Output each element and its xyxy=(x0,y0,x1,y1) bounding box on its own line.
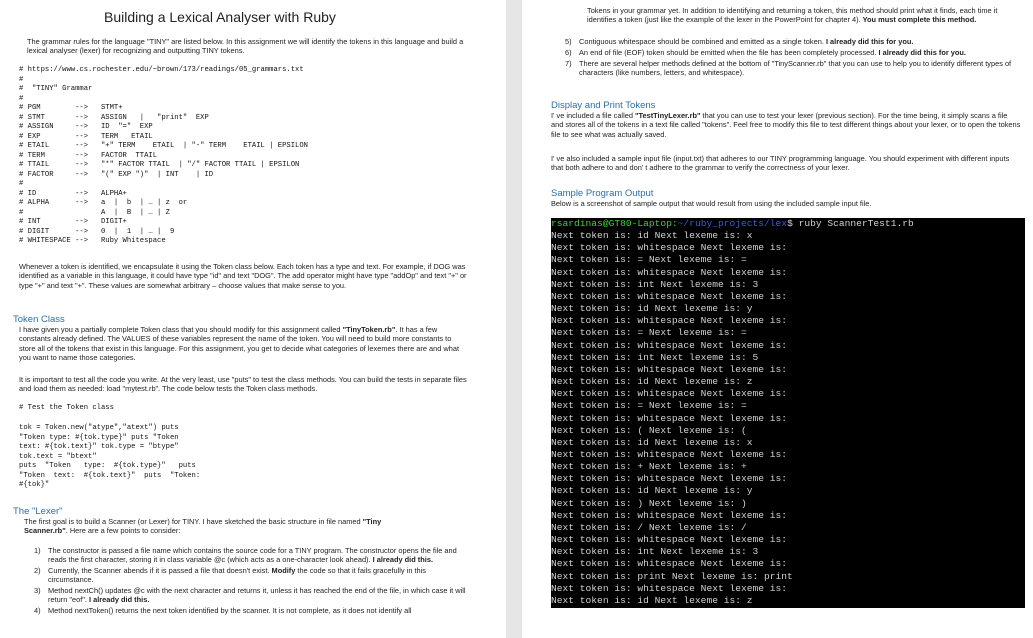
step-number: 4) xyxy=(34,606,41,615)
terminal-screenshot xyxy=(551,218,1025,608)
test-code-line: #{tok}" xyxy=(19,481,50,489)
grammar-code xyxy=(19,66,308,247)
step-item xyxy=(34,586,470,604)
step-text: Currently, the Scanner abends if it is passed a file that doesn't exist. xyxy=(48,566,272,575)
grammar-line: # INT --> DIGIT+ xyxy=(19,218,127,226)
terminal-output-line: Next token is: whitespace Next lexeme is: xyxy=(551,473,788,485)
terminal-output-line: Next token is: = Next lexeme is: = xyxy=(551,327,747,339)
grammar-line: # ETAIL --> "+" TERM ETAIL | "-" TERM ETAIL | EPSILON xyxy=(19,142,308,150)
terminal-output-line: Next token is: whitespace Next lexeme is: xyxy=(551,412,788,424)
terminal-output-line: Next token is: whitespace Next lexeme is: xyxy=(551,558,788,570)
terminal-output-line: Next token is: id Next lexeme is: y xyxy=(551,485,753,497)
terminal-output-line: Next token is: whitespace Next lexeme is: xyxy=(551,290,788,302)
terminal-output-line: Next token is: ) Next lexeme is: ) xyxy=(551,497,747,509)
terminal-output-line: Next token is: whitespace Next lexeme is: xyxy=(551,266,788,278)
step-text: The constructor is passed a file name which contains the source code for a TINY program. The constructor opens the file and reads the first character, storing it in class variable @c (which acts as a one-character look ahead). xyxy=(48,546,457,564)
step-number: 6) xyxy=(565,48,572,57)
terminal-output-line: Next token is: whitespace Next lexeme is: xyxy=(551,388,788,400)
terminal-output-line: Next token is: int Next lexeme is: 5 xyxy=(551,351,759,363)
sample-output-paragraph: Below is a screenshot of sample output that would result from using the included sample input file. xyxy=(551,199,872,208)
step-bold-text: Modify xyxy=(271,566,296,575)
terminal-output-line: Next token is: whitespace Next lexeme is: xyxy=(551,448,788,460)
lexer-paragraph: The first goal is to build a Scanner (or Lexer) for TINY. I have sketched the basic structure in file named "Tiny Scanner.rb". Here are a few points to consider: xyxy=(24,517,382,536)
continued-paragraph: Tokens in your grammar yet. In addition to identifying and returning a token, this method should print what it finds, each time it identifies a token (just like the example of the lexer in the PowerPoint for chapter 4). You must complete this method. xyxy=(587,6,998,25)
test-code-line: text: #{tok.text}" tok.type = "btype" xyxy=(19,443,179,451)
terminal-output-line: Next token is: id Next lexeme is: z xyxy=(551,376,753,388)
terminal-output-line: Next token is: whitespace Next lexeme is: xyxy=(551,339,788,351)
step-number: 7) xyxy=(565,59,572,68)
step-bold-text: I already did this for you. xyxy=(825,37,914,46)
token-paragraph: Whenever a token is identified, we encapsulate it using the Token class below. Each token has a type and text. For example, if DOG was identified as a variable in this language, it could have type "id" and text "DOG". The add operator might have type "addOp" and text "+" or type "+" and text "+". These values are somewhat arbitrary – choose values that make sense to you. xyxy=(19,262,467,290)
grammar-line: # FACTOR --> "(" EXP ")" | INT | ID xyxy=(19,170,214,179)
step-item xyxy=(565,37,1023,46)
terminal-output-line: Next token is: ( Next lexeme is: ( xyxy=(551,424,747,436)
step-number: 5) xyxy=(565,37,572,46)
step-bold-text: I already did this. xyxy=(372,555,433,564)
grammar-line: # xyxy=(19,180,24,188)
terminal-output-line: Next token is: int Next lexeme is: 3 xyxy=(551,546,759,558)
step-item xyxy=(565,48,1023,57)
step-text: An end of file (EOF) token should be emitted when the file has been completely processed. xyxy=(579,48,879,57)
terminal-output-line: Next token is: whitespace Next lexeme is: xyxy=(551,509,788,521)
token-class-paragraph: I have given you a partially complete Token class that you should modify for this assignment called "TinyToken.rb". It has a few constants already defined. The VALUES of these variables represent the name of the token. You will need to build more constants to store all of the tokens that exist in this language. For this assignment, you get to decide what categories of lexemes there are and what you want to name those categories. xyxy=(19,325,459,363)
step-text: Method nextCh() updates @c with the next character and returns it, unless it has reached the end of the file, in which case it will return "eof". xyxy=(48,586,466,604)
step-item xyxy=(34,566,470,584)
display-heading: Display and Print Tokens xyxy=(551,100,656,111)
grammar-block xyxy=(19,66,308,247)
sample-input-paragraph: I' ve also included a sample input file (input.txt) that adheres to our TINY programming language. You should experiment with different inputs that both adhere to and don' t adhere to the grammar to verify the correctness of your lexer. xyxy=(551,154,1010,173)
terminal-output-line: Next token is: whitespace Next lexeme is: xyxy=(551,315,788,327)
terminal-output-line: Next token is: print Next lexeme is: print xyxy=(551,570,793,582)
grammar-line: # DIGIT --> 0 | 1 | … | 9 xyxy=(19,227,175,236)
lexer-steps-list xyxy=(34,546,470,617)
grammar-line: # ALPHA --> a | b | … | z or xyxy=(19,199,188,207)
test-code-line: puts "Token type: #{tok.type}" puts xyxy=(19,462,196,470)
grammar-line: # EXP --> TERM ETAIL xyxy=(19,132,153,141)
grammar-line: # xyxy=(19,75,24,84)
grammar-line: # ASSIGN --> ID "=" EXP xyxy=(19,123,153,131)
step-bold-text: I already did this. xyxy=(89,595,150,604)
document-title: Building a Lexical Analyser with Ruby xyxy=(104,9,336,25)
terminal-output-line: Next token is: id Next lexeme is: y xyxy=(551,303,753,315)
step-item xyxy=(565,59,1023,77)
terminal-output-line: Next token is: id Next lexeme is: z xyxy=(551,594,753,606)
test-code-block xyxy=(19,424,200,491)
intro-paragraph: The grammar rules for the language "TINY" are listed below. In this assignment we will identify the tokens in this language and build a lexical analyser (lexer) for recognizing and outputting TINY tokens. xyxy=(27,37,464,56)
document-page-right xyxy=(522,0,1033,638)
lexer-steps-continued xyxy=(565,37,1023,79)
grammar-line: # xyxy=(19,94,24,103)
terminal-output-line: Next token is: id Next lexeme is: x xyxy=(551,230,753,242)
terminal-output-line: Next token is: = Next lexeme is: = xyxy=(551,400,747,412)
terminal-output-line: Next token is: / Next lexeme is: / xyxy=(551,521,747,533)
terminal-output-line: Next token is: int Next lexeme is: 3 xyxy=(551,278,759,290)
grammar-line: # https://www.cs.rochester.edu/~brown/173/readings/05_grammars.txt xyxy=(19,66,304,74)
grammar-line: # TERM --> FACTOR TTAIL xyxy=(19,151,158,160)
test-paragraph: It is important to test all the code you write. At the very least, use "puts" to test the class methods. You can build the tests in separate files and load them as needed: load "mytest.rb". The code below tests the Token class methods. xyxy=(19,375,467,394)
terminal-output-line: Next token is: + Next lexeme is: + xyxy=(551,461,747,473)
grammar-line: # ID --> ALPHA+ xyxy=(19,189,127,198)
grammar-line: # PGM --> STMT+ xyxy=(19,104,123,112)
sample-output-heading: Sample Program Output xyxy=(551,188,654,199)
display-paragraph: I' ve included a file called "TestTinyLexer.rb" that you can use to test your lexer (previous section). For the time being, it simply scans a file and stores all of the tokens in a text file called "tokens". Feel free to modify this file to test different things about your lexer, or to open the tokens file to see what was actually saved. xyxy=(551,111,1021,139)
terminal-output-line: Next token is: whitespace Next lexeme is: xyxy=(551,534,788,546)
step-text: There are several helper methods defined at the bottom of "TinyScanner.rb" that you can use to help you to identify different types of characters (like numbers, letters, and whitespace). xyxy=(579,59,1012,77)
grammar-line: # STMT --> ASSIGN | "print" EXP xyxy=(19,113,209,122)
grammar-line: # A | B | … | Z xyxy=(19,208,170,217)
lexer-heading: The "Lexer" xyxy=(13,506,63,517)
test-comment: # Test the Token class xyxy=(19,404,114,412)
terminal-output-line: Next token is: whitespace Next lexeme is: xyxy=(551,363,788,375)
grammar-line: # "TINY" Grammar xyxy=(19,85,93,93)
step-number: 2) xyxy=(34,566,41,575)
step-text: Contiguous whitespace should be combined and emitted as a single token. xyxy=(579,37,826,46)
terminal-output-line: Next token is: id Next lexeme is: x xyxy=(551,436,753,448)
terminal-prompt: rsardinas@GT80-Laptop:~/ruby_projects/lex$ ruby ScannerTest1.rb xyxy=(551,218,914,229)
step-number: 3) xyxy=(34,586,41,595)
document-page-left xyxy=(0,0,506,638)
step-item xyxy=(34,546,470,564)
step-number: 1) xyxy=(34,546,41,555)
test-code-line: "Token type: #{tok.type}" puts "Token xyxy=(19,433,179,442)
token-class-heading: Token Class xyxy=(13,314,65,325)
terminal-output-line: Next token is: whitespace Next lexeme is: xyxy=(551,582,788,594)
test-code-line: tok = Token.new("atype","atext") puts xyxy=(19,424,179,432)
step-text-continued: the code so that it fails gracefully in this circumstance. xyxy=(48,566,426,584)
terminal-output xyxy=(551,230,1025,607)
terminal-output-line: Next token is: whitespace Next lexeme is: xyxy=(551,242,788,254)
step-item xyxy=(34,606,470,615)
step-bold-text: I already did this for you. xyxy=(878,48,966,57)
test-code-line: tok.text = "btext" xyxy=(19,452,97,461)
test-code-line: "Token text: #{tok.text}" puts "Token: xyxy=(19,471,201,480)
step-text: Method nextToken() returns the next token identified by the scanner. It is not complete, as it does not identify all xyxy=(48,606,412,615)
grammar-line: # WHITESPACE --> Ruby Whitespace xyxy=(19,237,166,245)
terminal-output-line: Next token is: = Next lexeme is: = xyxy=(551,254,747,266)
grammar-line: # TTAIL --> "*" FACTOR TTAIL | "/" FACTOR TTAIL | EPSILON xyxy=(19,161,300,169)
